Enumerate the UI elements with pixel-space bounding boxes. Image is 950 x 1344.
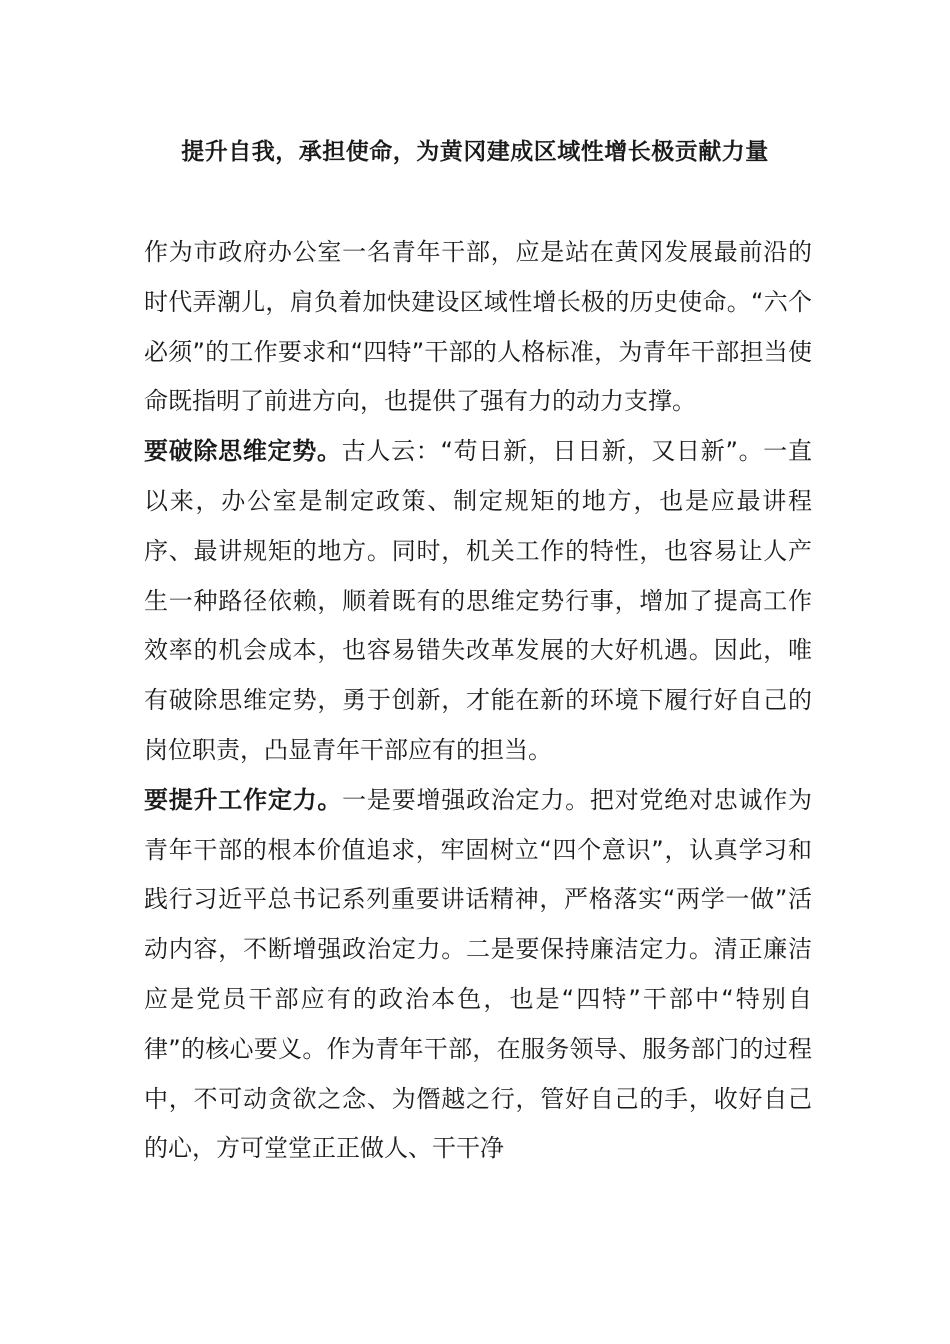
section-paragraph-thinking xyxy=(144,427,812,776)
intro-paragraph: 作为市政府办公室一名青年干部，应是站在黄冈发展最前沿的时代弄潮儿，肩负着加快建设区域性增长极的历史使命。“六个必须”的工作要求和“四特”干部的人格标准，为青年干部担当使命既指明了前进方向，也提供了强有力的动力支撑。 xyxy=(144,238,812,416)
section-lead-focus: 要提升工作定力。 xyxy=(144,785,343,814)
section-paragraph-focus xyxy=(144,776,812,1174)
section-lead-thinking: 要破除思维定势。 xyxy=(144,437,342,466)
section-text-thinking: 古人云：“苟日新，日日新，又日新”。一直以来，办公室是制定政策、制定规矩的地方，也是应最讲程序、最讲规矩的地方。同时，机关工作的特性，也容易让人产生一种路径依赖，顺着既有的思维定势行事，增加了提高工作效率的机会成本，也容易错失改革发展的大好机遇。因此，唯有破除思维定势，勇于创新，才能在新的环境下履行好自己的岗位职责，凸显青年干部应有的担当。 xyxy=(144,437,812,764)
document-body xyxy=(144,228,812,1174)
section-text-focus: 一是要增强政治定力。把对党绝对忠诚作为青年干部的根本价值追求，牢固树立“四个意识”，认真学习和践行习近平总书记系列重要讲话精神，严格落实“两学一做”活动内容，不断增强政治定力。二是要保持廉洁定力。清正廉洁应是党员干部应有的政治本色，也是“四特”干部中“特别自律”的核心要义。作为青年干部，在服务领导、服务部门的过程中，不可动贪欲之念、为僭越之行，管好自己的手，收好自己的心，方可堂堂正正做人、干干净 xyxy=(144,785,813,1163)
document-title: 提升自我，承担使命，为黄冈建成区域性增长极贡献力量 xyxy=(181,139,769,165)
